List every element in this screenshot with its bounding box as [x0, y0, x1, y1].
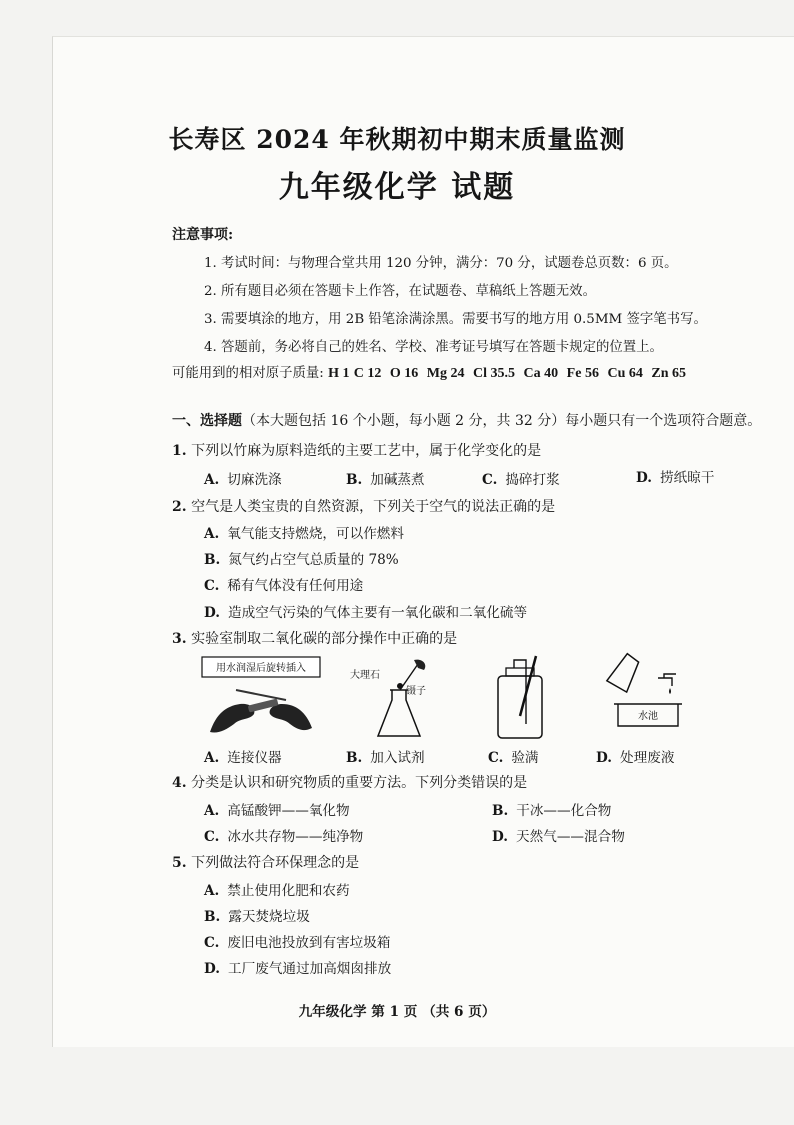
option-b: B. 氮气约占空气总质量的 78%: [204, 552, 399, 568]
option-c: C. 废旧电池投放到有害垃圾箱: [204, 935, 391, 951]
atomic-mass: Cu 64: [607, 366, 643, 381]
atomic-mass: Ca 40: [523, 366, 559, 381]
question-1: [172, 440, 541, 460]
note-item: 3. 需要填涂的地方，用 2B 铅笔涂满涂黑。需要书写的地方用 0.5MM 签字笔书写。: [204, 312, 707, 327]
faucet-icon: [658, 674, 676, 686]
question-number: 3.: [172, 631, 187, 647]
option-c: C. 验满: [488, 750, 539, 766]
question-number: 4.: [172, 775, 187, 791]
section-heading: [172, 410, 761, 430]
question-number: 2.: [172, 499, 187, 515]
question-stem: 空气是人类宝贵的自然资源，下列关于空气的说法正确的是: [191, 499, 556, 515]
question-5: [172, 852, 359, 872]
option-a: A. 禁止使用化肥和农药: [204, 883, 350, 899]
option-d: D. 工厂废气通过加高烟囱排放: [204, 961, 392, 977]
gas-bottle-icon: [498, 676, 542, 738]
option-b: B. 露天焚烧垃圾: [204, 909, 310, 925]
instruction-box-label: 用水润湿后旋转插入: [216, 663, 306, 674]
notes-heading: 注意事项:: [172, 227, 234, 243]
option-d: D. 造成空气污染的气体主要有一氧化碳和二氧化硫等: [204, 605, 528, 621]
question-stem: 下列做法符合环保理念的是: [191, 855, 360, 871]
marble-piece-icon: [397, 683, 403, 689]
marble-label: 大理石: [350, 670, 380, 681]
atomic-masses-prefix: 可能用到的相对原子质量:: [172, 366, 324, 381]
figure-b-add-reagent: [340, 656, 440, 742]
option-b: B. 干冰——化合物: [492, 803, 612, 819]
option-a: A. 连接仪器: [204, 750, 282, 766]
question-stem: 下列以竹麻为原料造纸的主要工艺中，属于化学变化的是: [191, 443, 542, 459]
atomic-mass: Mg 24: [426, 366, 465, 381]
rubber-tube-icon: [236, 690, 286, 700]
question-4: [172, 772, 527, 792]
option-c: C. 冰水共存物——纯净物: [204, 829, 364, 845]
option-d: D. 处理废液: [596, 750, 675, 766]
question-2: [172, 496, 555, 516]
section-detail: （本大题包括 16 个小题，每小题 2 分，共 32 分）每小题只有一个选项符合题意。: [242, 413, 762, 429]
atomic-mass: Zn 65: [651, 366, 686, 381]
section-title: 一、选择题: [172, 413, 242, 429]
note-item: 2. 所有题目必须在答题卡上作答，在试题卷、草稿纸上答题无效。: [204, 284, 596, 299]
option-b: B. 加入试剂: [346, 750, 425, 766]
atomic-mass: Cl 35.5: [473, 366, 516, 381]
tweezers-label: 镊子: [406, 686, 426, 697]
option-c: C. 捣碎打浆: [482, 472, 560, 488]
atomic-masses: [172, 362, 686, 382]
left-hand-icon: [210, 704, 254, 733]
right-hand-icon: [270, 704, 312, 730]
tilted-flask-icon: [604, 652, 643, 694]
figure-c-check-full: [486, 654, 556, 744]
atomic-mass: H 1: [328, 366, 350, 381]
figure-a-connect-apparatus: [196, 654, 326, 740]
question-3: [172, 628, 457, 648]
option-a: A. 高锰酸钾——氧化物: [204, 803, 350, 819]
question-stem: 实验室制取二氧化碳的部分操作中正确的是: [191, 631, 458, 647]
exam-subtitle: 九年级化学 试题: [278, 170, 516, 205]
option-d: D. 天然气——混合物: [492, 829, 625, 845]
atomic-mass: O 16: [389, 366, 419, 381]
burning-stick-icon: [520, 656, 536, 716]
atomic-mass: C 12: [353, 366, 382, 381]
option-b: B. 加碱蒸煮: [346, 472, 425, 488]
question-stem: 分类是认识和研究物质的重要方法。下列分类错误的是: [191, 775, 528, 791]
note-item: 4. 答题前，务必将自己的姓名、学校、准考证号填写在答题卡规定的位置上。: [204, 340, 663, 355]
page-footer: 九年级化学 第 1 页 （共 6 页）: [298, 1004, 496, 1020]
option-d: D. 捞纸晾干: [636, 470, 715, 486]
atomic-mass: Fe 56: [566, 366, 599, 381]
option-a: A. 切麻洗涤: [204, 472, 282, 488]
sink-label: 水池: [638, 711, 658, 722]
question-number: 1.: [172, 443, 187, 459]
question-number: 5.: [172, 855, 187, 871]
option-a: A. 氧气能支持燃烧，可以作燃料: [204, 526, 404, 542]
exam-title: 长寿区 2024 年秋期初中期末质量监测: [168, 125, 626, 154]
option-c: C. 稀有气体没有任何用途: [204, 578, 364, 594]
note-item: 1. 考试时间：与物理合堂共用 120 分钟，满分：70 分，试题卷总页数：6 页。: [204, 256, 678, 271]
figure-d-dispose-waste: [596, 648, 696, 744]
